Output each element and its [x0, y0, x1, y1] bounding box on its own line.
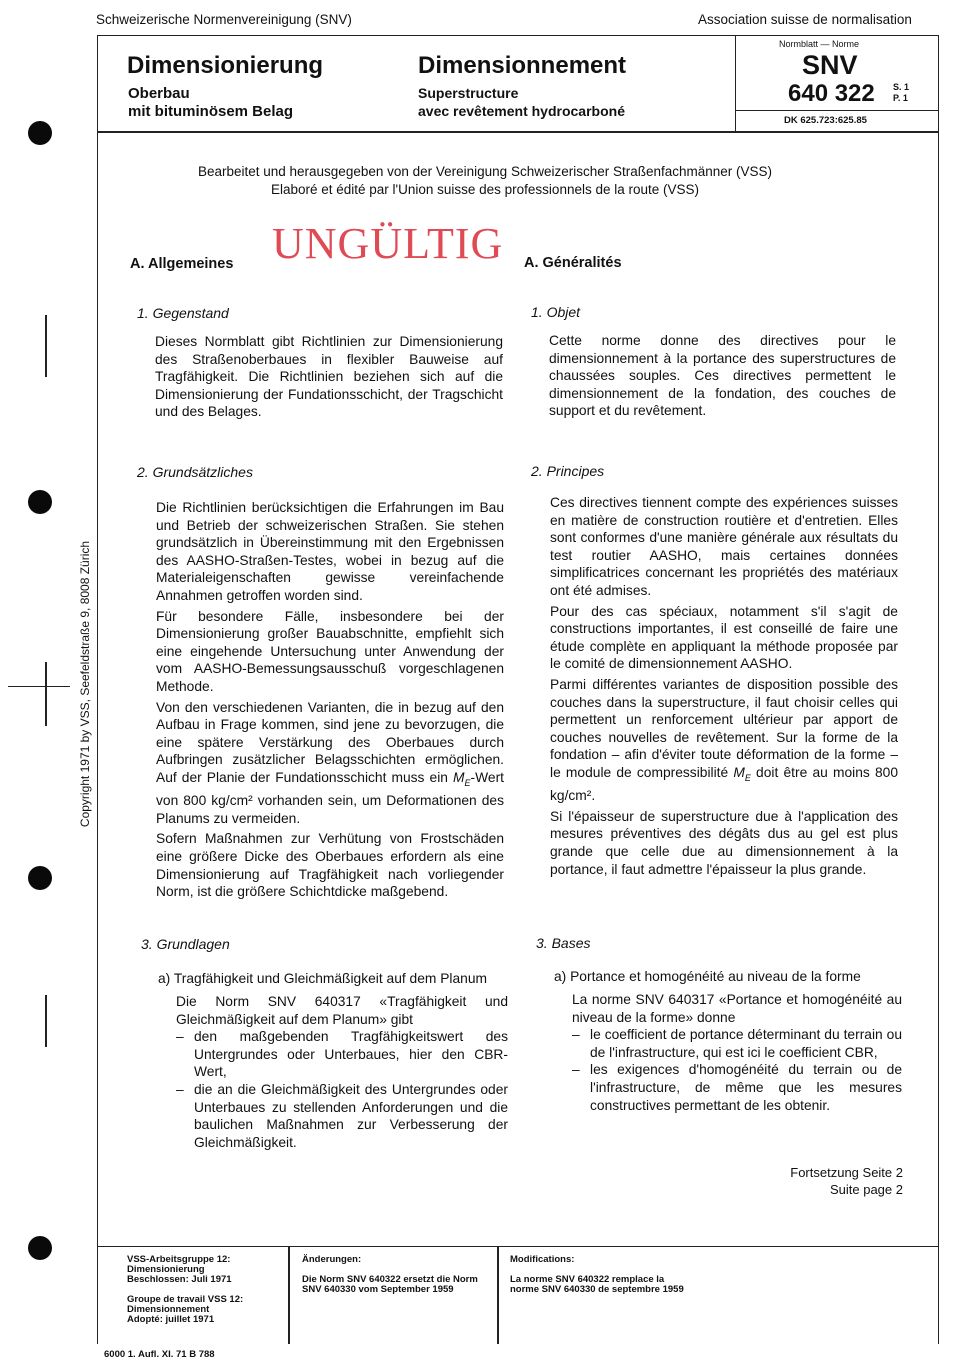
punch-hole [28, 1236, 52, 1260]
de-s1-text [155, 333, 503, 421]
footer-changes-de-head: Änderungen: [302, 1254, 362, 1265]
fr-s2-p1: Ces directives tiennent compte des expériences suisses en matière de construction routière et d'entretien. Elles sont conformes d'une manière générale aux résultats du test routier AASHO, mais certaines données simplificatrices concernant les propriétés des matériaux ont été admises. [550, 495, 898, 598]
footer-workgroup [127, 1255, 287, 1325]
footer-box [97, 1246, 939, 1344]
punch-hole [28, 490, 52, 514]
de-me-symbol: M [453, 769, 465, 785]
de-s3-d2: die an die Gleichmäßigkeit des Untergrundes oder Unterbaues zu stellenden Anforderungen und die baulichen Maßnahmen zur Verbesserung der Gleichmäßigkeit. [194, 1081, 508, 1150]
footer-changes-fr-head: Modifications: [510, 1254, 575, 1265]
punch-hole [28, 121, 52, 145]
de-s3-text [176, 993, 508, 1151]
continuation-fr: Suite page 2 [829, 1182, 903, 1197]
de-s3-dash-2: – die an die Gleichmäßigkeit des Untergrundes oder Unterbaues zu stellenden Anforderungen und die baulichen Maßnahmen zur Verbesserung der Gleichmäßigkeit. [176, 1081, 508, 1150]
de-s1-title: 1. Gegenstand [137, 305, 229, 321]
de-s2-p3b: -Wert von 800 kg/cm² vorhanden sein, um Deformationen des Planums zu vermeiden. [156, 769, 504, 826]
editor-de: Bearbeitet und herausgegeben von der Vereinigung Schweizerischer Straßenfachmänner (VSS) [197, 164, 773, 179]
fr-s1-title: 1. Objet [531, 304, 581, 320]
org-left: Schweizerische Normenvereinigung (SNV) [96, 12, 352, 27]
fr-s2-p3 [550, 676, 898, 805]
fr-s3-dash-2: – les exigences d'homogénéité du terrain ou de l'infrastructure, de même que les mesures constructives permettant de les obtenir. [572, 1062, 902, 1113]
de-s3-title: 3. Grundlagen [141, 936, 230, 952]
norm-box [735, 35, 938, 131]
de-s2-p1: Die Richtlinien berücksichtigen die Erfahrungen im Bau und Betrieb der schweizerischen Straßen. Sie stehen grundsätzlich in Übereinstimmung mit den Ergebnissen des AASHO-Straßen-Testes, wobei in bezug auf die Materialeigenschaften gewisse vereinfachende Annahmen getroffen worden sind. [156, 500, 504, 603]
footer-changes-fr-text: La norme SNV 640322 remplace la norme SNV 640330 de septembre 1959 [510, 1274, 684, 1295]
fr-s2-text [550, 494, 898, 878]
invalid-stamp: UNGÜLTIG [272, 219, 504, 268]
fr-s2-p3b: doit être au moins 800 kg/cm². [550, 764, 898, 804]
de-s2-title: 2. Grundsätzliches [137, 464, 253, 480]
norm-snv: SNV [802, 50, 858, 80]
fr-s3-d1: le coefficient de portance déterminant du terrain ou de l'infrastructure, qui est ici le coefficient CBR, [590, 1027, 902, 1060]
fr-s3-a-text: La norme SNV 640317 «Portance et homogénéité au niveau de la forme» donne [572, 992, 902, 1025]
page-s: S. 1 [893, 82, 910, 92]
de-s3-a-head: a) Tragfähigkeit und Gleichmäßigkeit auf dem Planum [158, 971, 487, 986]
footer-wg-fr-2: Dimensionnement [127, 1304, 210, 1315]
de-s2-p3 [156, 699, 504, 828]
de-s3-a-text: Die Norm SNV 640317 «Tragfähigkeit und Gleichmäßigkeit auf dem Planum» gibt [176, 994, 508, 1027]
de-s2-p3a: Von den verschiedenen Varianten, die in bezug auf den Aufbau in Frage kommen, sind jene zu bevorzugen, die eine spätere Verstärkung des Oberbaues durch Aufbringen zusätzlicher Belagsschichten ermöglichen. Auf der Planie der Fundationsschicht muss ein [156, 699, 504, 785]
footer-divider [288, 1247, 290, 1344]
de-s3-d1: den maßgebenden Tragfähigkeitswert des Untergrundes oder Unterbaues, hier den CBR-Wert, [194, 1029, 508, 1080]
fr-s1-paragraph: Cette norme donne des directives pour le dimensionnement à la portance des superstructures de chaussées souples. Ces directives permettent le dimensionnement de la fondation, des couches de support et du revêtement. [549, 333, 896, 419]
fr-subtitle-2: avec revêtement hydrocarboné [418, 103, 625, 119]
footer-wg-de-3: Beschlossen: Juli 1971 [127, 1274, 232, 1285]
de-s3-dash-1: – den maßgebenden Tragfähigkeitswert des Untergrundes oder Unterbaues, hier den CBR-Wert, [176, 1029, 508, 1080]
de-subtitle-1: Oberbau [128, 85, 190, 102]
footer-changes-de [302, 1255, 487, 1295]
fr-subtitle-1: Superstructure [418, 85, 519, 101]
footer-wg-de-1: VSS-Arbeitsgruppe 12: [127, 1254, 231, 1265]
fr-s3-dash-1: – le coefficient de portance déterminant du terrain ou de l'infrastructure, qui est ici le coefficient CBR, [572, 1027, 902, 1060]
norm-label: Normblatt — Norme [779, 39, 860, 49]
de-title: Dimensionierung [127, 52, 324, 79]
editor-fr: Elaboré et édité par l'Union suisse des professionnels de la route (VSS) [270, 182, 700, 197]
fr-me-sub: E [744, 772, 751, 783]
de-me-sub: E [464, 777, 471, 788]
copyright-notice [78, 534, 92, 834]
fr-s2-p4: Si l'épaisseur de superstructure due à l'application des mesures préventives des dégâts dus au gel est plus grande que celle due au dimensionnement à la portance, il faut admettre l'épaisseur la plus grande. [550, 808, 898, 877]
fr-s1-text [549, 332, 896, 420]
fr-s3-title: 3. Bases [536, 935, 591, 951]
continuation-de: Fortsetzung Seite 2 [790, 1165, 903, 1180]
fr-section-a: A. Généralités [524, 255, 622, 271]
header-divider [97, 131, 939, 133]
fr-s2-p3a: Parmi différentes variantes de disposition possible des couches dans la superstructure, il faut choisir celles qui permettent un renforcement ultérieur par apport de couches nouvelles de revêtement. Sur la forme de la fondation – afin d'éviter toute déformation de la forme – le module de compressibilité [550, 676, 898, 780]
norm-box-separator [736, 110, 938, 111]
margin-mark [45, 995, 47, 1047]
fr-s2-p2: Pour des cas spéciaux, notamment s'il s'agit de constructions importantes, il est conseillé de faire une étude complète en appliquant la méthode proposée par le comité de dimensionnement AASHO. [550, 603, 898, 672]
de-subtitle-2: mit bituminösem Belag [128, 103, 294, 120]
fr-s3-d2: les exigences d'homogénéité du terrain ou de l'infrastructure, de même que les mesures constructives permettant de les obtenir. [590, 1062, 902, 1113]
fr-s3-text [572, 991, 902, 1114]
footer-wg-fr-3: Adopté: juillet 1971 [127, 1314, 215, 1325]
fr-s2-title: 2. Principes [531, 463, 605, 479]
fr-me-symbol: M [733, 764, 745, 780]
footer-wg-de-2: Dimensionierung [127, 1264, 205, 1275]
page-p: P. 1 [893, 93, 908, 103]
fr-s3-a-head: a) Portance et homogénéité au niveau de la forme [554, 969, 861, 984]
footer-wg-fr-1: Groupe de travail VSS 12: [127, 1294, 244, 1305]
footer-changes-de-text: Die Norm SNV 640322 ersetzt die Norm SNV 640330 vom September 1959 [302, 1274, 478, 1295]
copyright-text: Copyright 1971 by VSS, Seefeldstraße 9, 8008 Zürich [78, 540, 92, 828]
punch-hole [28, 866, 52, 890]
fold-mark [8, 686, 70, 687]
footer-divider [497, 1247, 499, 1344]
fr-title: Dimensionnement [418, 52, 627, 79]
margin-mark [45, 315, 47, 377]
de-s1-paragraph: Dieses Normblatt gibt Richtlinien zur Dimensionierung des Straßenoberbaues in flexibler Bauweise auf Tragfähigkeit. Die Richtlinien beziehen sich auf die Dimensionierung der Fundationsschicht, der Tragschicht und des Belages. [155, 334, 503, 420]
de-s2-p4: Sofern Maßnahmen zur Verhütung von Frostschäden eine größere Dicke des Oberbaues erfordern als eine Dimensionierung auf Tragfähigkeit nach vorliegender Norm, ist die größere Schichtdicke maßgebend. [156, 831, 504, 900]
org-right: Association suisse de normalisation [698, 12, 912, 27]
de-s2-text [156, 499, 504, 901]
de-section-a: A. Allgemeines [130, 256, 234, 272]
dk-number: DK 625.723:625.85 [784, 115, 867, 126]
de-s2-p2: Für besondere Fälle, insbesondere bei der Dimensionierung großer Bauabschnitte, empfiehlt sich eine eingehende Untersuchung unter Anwendung der vom AASHO-Bemessungsausschuß vorgeschlagenen Methode. [156, 608, 504, 694]
norm-number: 640 322 [788, 80, 875, 107]
margin-mark [45, 662, 47, 726]
print-line: 6000 1. Aufl. XI. 71 B 788 [104, 1349, 215, 1360]
footer-changes-fr [510, 1255, 695, 1295]
